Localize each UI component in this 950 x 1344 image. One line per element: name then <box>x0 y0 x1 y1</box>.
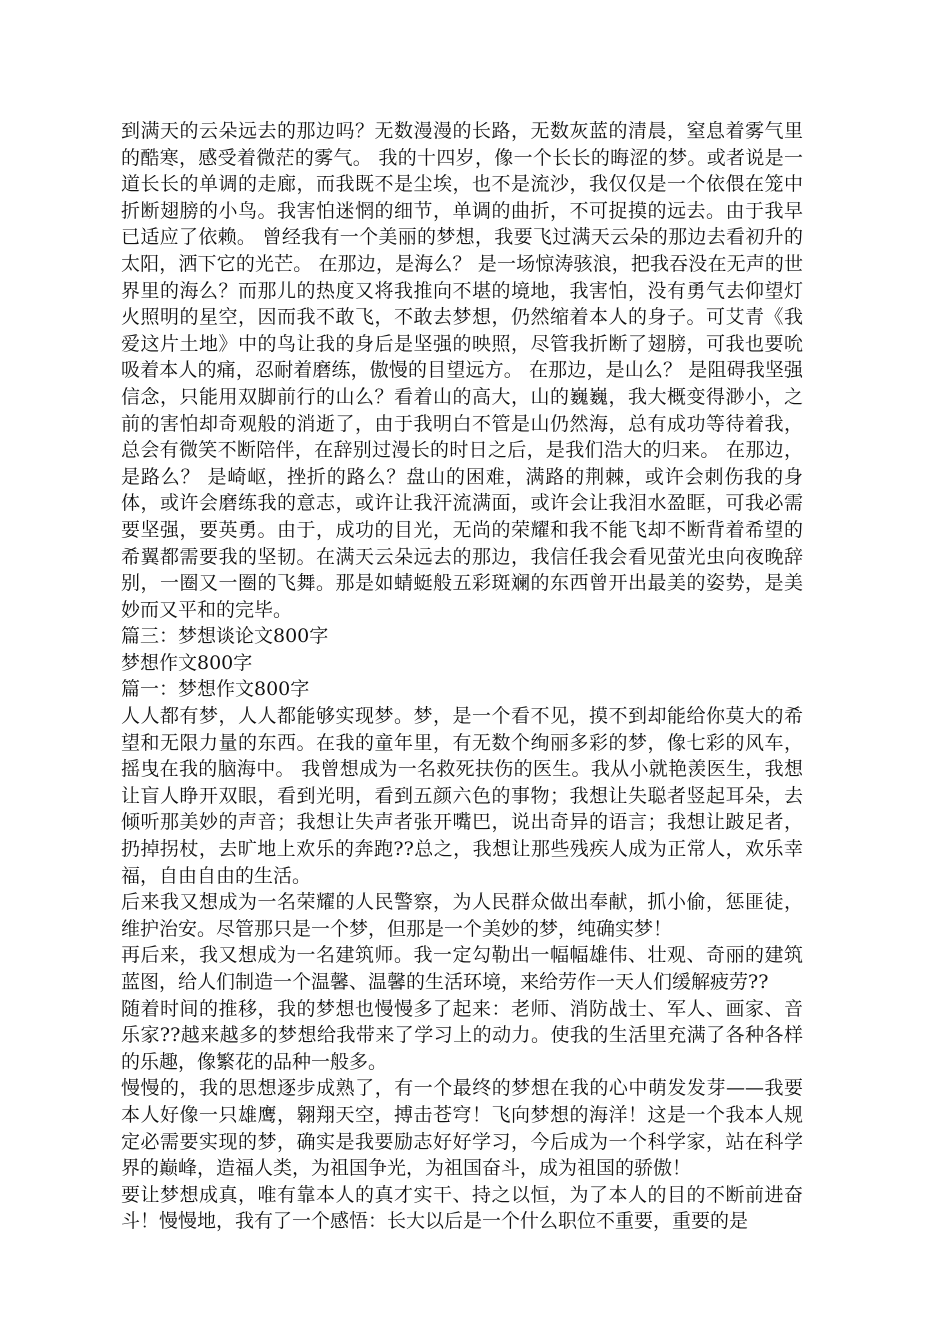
document-page <box>121 118 803 1235</box>
body-paragraph-dreams-intro: 人人都有梦，人人都能够实现梦。梦，是一个看不见，摸不到却能给你莫大的希望和无限力量的东西。在我的童年里，有无数个绚丽多彩的梦，像七彩的风车，摇曳在我的脑海中。 我曾想成为一名救死扶伤的医生。我从小就艳羡医生，我想让盲人睁开双眼，看到光明，看到五颜六色的事物；我想让失聪者竖起耳朵，去倾听那美妙的声音；我想让失声者张开嘴巴，说出奇异的语言；我想让跛足者，扔掉拐杖，去旷地上欢乐的奔跑??总之，我想让那些残疾人成为正常人，欢乐幸福，自由自由的生活。 <box>121 705 803 887</box>
body-paragraph-more-dreams: 随着时间的推移，我的梦想也慢慢多了起来：老师、消防战士、军人、画家、音乐家??越来越多的梦想给我带来了学习上的动力。使我的生活里充满了各种各样的乐趣，像繁花的品种一般多。 <box>121 997 803 1073</box>
section-heading-part-one: 篇一：梦想作文800字 <box>121 678 310 701</box>
body-paragraph-police: 后来我又想成为一名荣耀的人民警察，为人民群众做出奉献，抓小偷，惩匪徒，维护治安。尽管那只是一个梦，但那是一个美妙的梦，纯确实梦！ <box>121 891 803 940</box>
body-paragraph-architect: 再后来，我又想成为一名建筑师。我一定勾勒出一幅幅雄伟、壮观、奇丽的建筑蓝图，给人们制造一个温馨、温馨的生活环境，来给劳作一天人们缓解疲劳?? <box>121 944 803 993</box>
section-heading-part-three: 篇三：梦想谈论文800字 <box>121 625 329 648</box>
article-title: 梦想作文800字 <box>121 651 253 674</box>
body-paragraph-realize-dream: 要让梦想成真，唯有靠本人的真才实干、持之以恒，为了本人的目的不断前进奋斗！慢慢地，我有了一个感悟：长大以后是一个什么职位不重要，重要的是 <box>121 1183 803 1233</box>
essay-continuation-paragraph: 到满天的云朵远去的那边吗？无数漫漫的长路，无数灰蓝的清晨，窒息着雾气里的酷寒，感受着微茫的雾气。 我的十四岁，像一个长长的晦涩的梦。或者说是一道长长的单调的走廊，而我既不是尘埃，也不是流沙，我仅仅是一个依偎在笼中折断翅膀的小鸟。我害怕迷惘的细节，单调的曲折，不可捉摸的远去。由于我早已适应了依赖。 曾经我有一个美丽的梦想，我要飞过满天云朵的那边去看初升的太阳，洒下它的光芒。 在那边，是海么？ 是一场惊涛骇浪，把我吞没在无声的世界里的海么？而那儿的热度又将我推向不堪的境地，我害怕，没有勇气去仰望灯火照明的星空，因而我不敢飞，不敢去梦想，仍然缩着本人的身子。可艾青《我爱这片土地》中的鸟让我的身后是坚强的映照，尽管我折断了翅膀，可我也要吮吸着本人的痛，忍耐着磨练，傲慢的目望远方。 在那边，是山么？ 是阻碍我坚强信念，只能用双脚前行的山么？看着山的高大，山的巍巍，我大概变得渺小，之前的害怕却奇观般的消逝了，由于我明白不管是山仍然海，总有成功等待着我，总会有微笑不断陪伴，在辞别过漫长的时日之后，是我们浩大的归来。 在那边，是路么？ 是崎岖，挫折的路么？盘山的困难，满路的荆棘，或许会刺伤我的身体，或许会磨练我的意志，或许让我汗流满面，或许会让我泪水盈眶，可我必需要坚强，要英勇。由于，成功的目光，无尚的荣耀和我不能飞却不断背着希望的希翼都需要我的坚韧。在满天云朵远去的那边，我信任我会看见萤光虫向夜晚辞别，一圈又一圈的飞舞。那是如蜻蜓般五彩斑斓的东西曾开出最美的姿势，是美妙而又平和的完毕。 <box>121 120 803 621</box>
body-paragraph-final-dream: 慢慢的，我的思想逐步成熟了，有一个最终的梦想在我的心中萌发发芽——我要本人好像一只雄鹰，翱翔天空，搏击苍穹！飞向梦想的海洋！这是一个我本人规定必需要实现的梦，确实是我要励志好好学习，今后成为一个科学家，站在科学界的巅峰，造福人类，为祖国争光，为祖国奋斗，成为祖国的骄傲！ <box>121 1077 803 1180</box>
